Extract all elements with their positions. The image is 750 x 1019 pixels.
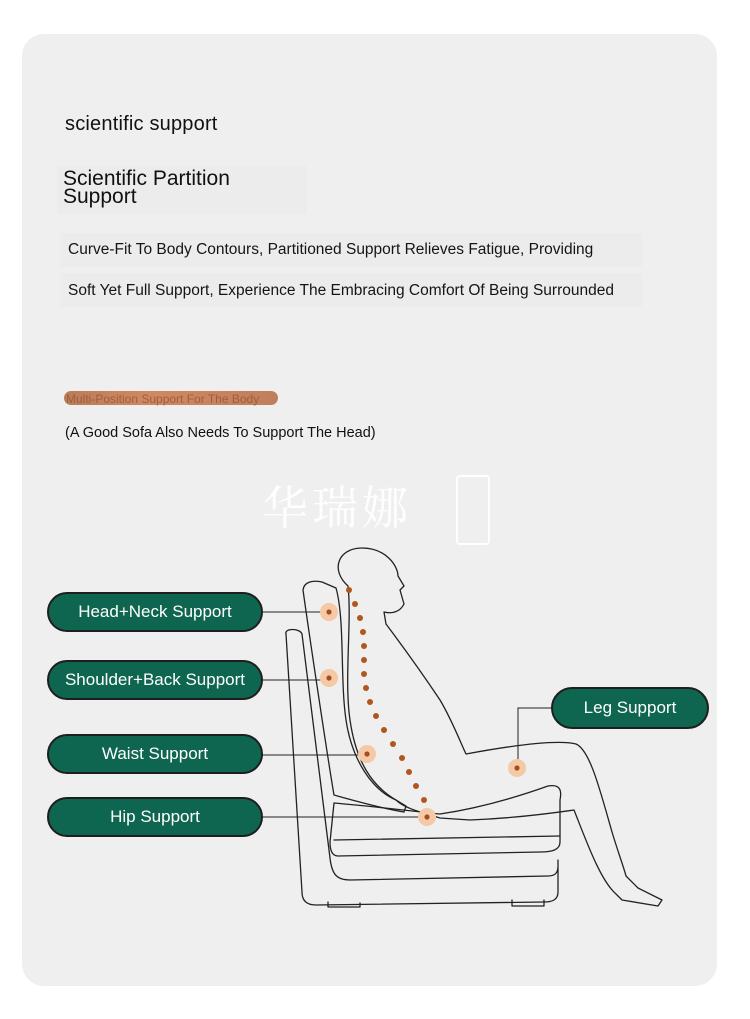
label-waist-support: Waist Support (47, 734, 263, 774)
point-shoulder-back (320, 669, 338, 687)
title-line-2: Support (63, 185, 137, 208)
brand-watermark: 华瑞娜 (262, 481, 412, 535)
label-shoulder-back-support: Shoulder+Back Support (47, 660, 263, 700)
support-subnote: (A Good Sofa Also Needs To Support The Head) (65, 425, 376, 441)
description-line-1: Curve-Fit To Body Contours, Partitioned Support Relieves Fatigue, Providing (68, 241, 594, 258)
sofa-seat-cushion (330, 786, 561, 856)
support-points (320, 603, 526, 826)
label-leg-support: Leg Support (551, 687, 709, 729)
spine-dots (346, 587, 433, 815)
point-hip (418, 808, 436, 826)
point-leg (508, 759, 526, 777)
leader-leg (518, 708, 552, 768)
description-line-2: Soft Yet Full Support, Experience The Embracing Comfort Of Being Surrounded (68, 282, 614, 299)
label-head-neck-support: Head+Neck Support (47, 592, 263, 632)
sofa-backrest (303, 581, 406, 812)
point-head-neck (320, 603, 338, 621)
point-waist (358, 745, 376, 763)
title-line-1: Scientific Partition (63, 167, 230, 190)
section-kicker: scientific support (65, 113, 218, 135)
sofa-base-line (334, 836, 560, 840)
support-note: Multi-Position Support For The Body (66, 392, 260, 406)
label-hip-support: Hip Support (47, 797, 263, 837)
